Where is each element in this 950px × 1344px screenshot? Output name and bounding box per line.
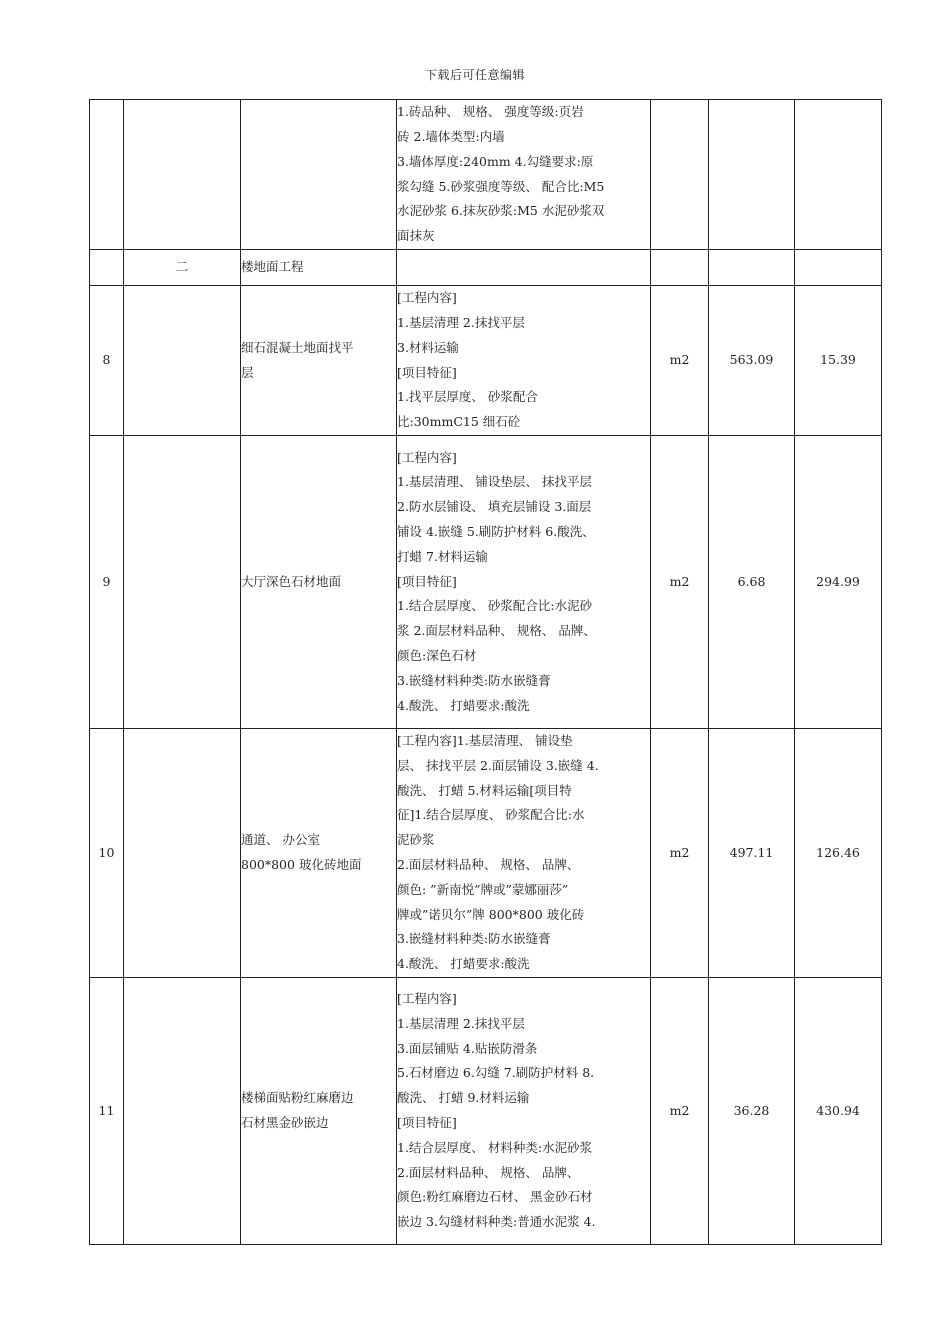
description-line: 2.面层材料品种、 规格、 品牌、 [397, 856, 580, 872]
unit-price-cell: 15.39 [795, 286, 882, 436]
quantity-cell: 563.09 [709, 286, 795, 436]
description-line: 比:30mmC15 细石砼 [397, 414, 521, 430]
item-name-line: 楼地面工程 [241, 259, 304, 275]
table-row [90, 100, 882, 250]
description-line: 1.结合层厚度、 材料种类:水泥砂浆 [397, 1139, 593, 1155]
description-line: [项目特征] [397, 1114, 457, 1130]
unit-price-cell: 126.46 [795, 729, 882, 978]
description-line: 层、 抹找平层 2.面层铺设 3.嵌缝 4. [397, 757, 599, 773]
item-description-cell [397, 436, 651, 729]
unit-cell: m2 [651, 436, 709, 729]
item-name-line: 通道、 办公室 [241, 832, 320, 848]
unit-price-cell: 294.99 [795, 436, 882, 729]
item-name-cell [241, 977, 397, 1244]
item-name-cell [241, 729, 397, 978]
item-name-line: 楼梯面贴粉红麻磨边 [241, 1090, 354, 1106]
description-line: 酸洗、 打蜡 5.材料运输[项目特 [397, 782, 572, 798]
unit-cell [651, 100, 709, 250]
item-description-cell [397, 100, 651, 250]
item-number-cell: 9 [90, 436, 124, 729]
description-line: 3.墙体厚度:240mm 4.勾缝要求:原 [397, 153, 594, 169]
description-line: 4.酸洗、 打蜡要求:酸洗 [397, 697, 530, 713]
item-number-cell [90, 100, 124, 250]
item-number-cell [90, 250, 124, 286]
page-header: 下载后可任意编辑 [424, 68, 525, 82]
item-name-cell [241, 286, 397, 436]
item-number-cell: 11 [90, 977, 124, 1244]
description-line: 颜色: ”新南悦”牌或”蒙娜丽莎” [397, 881, 569, 897]
item-name-cell [241, 250, 397, 286]
description-line: 泥砂浆 [397, 832, 435, 848]
description-line: 2.防水层铺设、 填充层铺设 3.面层 [397, 499, 592, 515]
description-line: 2.面层材料品种、 规格、 品牌、 [397, 1164, 580, 1180]
description-line: 水泥砂浆 6.抹灰砂浆:M5 水泥砂浆双 [397, 203, 605, 219]
quantity-cell [709, 100, 795, 250]
unit-price-cell: 430.94 [795, 977, 882, 1244]
description-line: 面抹灰 [397, 228, 435, 244]
description-line: [工程内容] [397, 449, 457, 465]
description-line: 3.面层铺贴 4.贴嵌防滑条 [397, 1040, 538, 1056]
description-line: 酸洗、 打蜡 9.材料运输 [397, 1090, 530, 1106]
item-description-cell [397, 250, 651, 286]
description-line: [项目特征] [397, 573, 457, 589]
section-cell [124, 436, 241, 729]
item-description-cell [397, 286, 651, 436]
description-line: 砖 2.墙体类型:内墙 [397, 128, 505, 144]
description-line: 颜色:粉红麻磨边石材、 黑金砂石材 [397, 1189, 593, 1205]
item-name-line: 层 [241, 364, 254, 380]
unit-price-cell [795, 100, 882, 250]
description-line: 1.基层清理、 铺设垫层、 抹找平层 [397, 474, 592, 490]
item-name-line: 石材黑金砂嵌边 [241, 1114, 329, 1130]
description-line: 嵌边 3.勾缝材料种类:普通水泥浆 4. [397, 1214, 596, 1230]
table-row [90, 286, 882, 436]
quantity-cell: 497.11 [709, 729, 795, 978]
description-line: 3.材料运输 [397, 339, 459, 355]
description-line: 4.酸洗、 打蜡要求:酸洗 [397, 956, 530, 972]
description-line: 1.找平层厚度、 砂浆配合 [397, 389, 538, 405]
quantity-cell [709, 250, 795, 286]
unit-cell: m2 [651, 286, 709, 436]
description-line: [工程内容] [397, 990, 457, 1006]
unit-cell: m2 [651, 977, 709, 1244]
description-line: 3.嵌缝材料种类:防水嵌缝膏 [397, 672, 551, 688]
item-description-cell [397, 729, 651, 978]
item-name-line: 800*800 玻化砖地面 [241, 856, 362, 872]
table-row [90, 436, 882, 729]
description-line: 打蜡 7.材料运输 [397, 548, 488, 564]
unit-cell: m2 [651, 729, 709, 978]
description-line: 颜色:深色石材 [397, 647, 477, 663]
description-line: [工程内容]1.基层清理、 铺设垫 [397, 733, 573, 748]
description-line: 征]1.结合层厚度、 砂浆配合比:水 [397, 807, 585, 823]
description-line: [工程内容] [397, 290, 457, 306]
description-line: 1.结合层厚度、 砂浆配合比:水泥砂 [397, 598, 593, 614]
item-name-cell [241, 100, 397, 250]
description-line: 浆 2.面层材料品种、 规格、 品牌、 [397, 623, 596, 639]
description-line: 3.嵌缝材料种类:防水嵌缝膏 [397, 931, 551, 947]
table-row [90, 977, 882, 1244]
section-cell [124, 286, 241, 436]
unit-price-cell [795, 250, 882, 286]
description-line: 铺设 4.嵌缝 5.刷防护材料 6.酸洗、 [397, 524, 595, 539]
description-line: 牌或”诺贝尔”牌 800*800 玻化砖 [397, 906, 585, 922]
quantity-cell: 6.68 [709, 436, 795, 729]
item-name-cell [241, 436, 397, 729]
table-row [90, 250, 882, 286]
table-row [90, 729, 882, 978]
section-cell [124, 977, 241, 1244]
description-line: 1.基层清理 2.抹找平层 [397, 1015, 525, 1031]
description-line: 浆勾缝 5.砂浆强度等级、 配合比:M5 [397, 178, 605, 194]
description-line: 5.石材磨边 6.勾缝 7.刷防护材料 8. [397, 1065, 595, 1081]
description-line: 1.砖品种、 规格、 强度等级:页岩 [397, 104, 584, 120]
item-number-cell: 8 [90, 286, 124, 436]
item-name-line: 大厅深色石材地面 [241, 573, 342, 589]
item-number-cell: 10 [90, 729, 124, 978]
unit-cell [651, 250, 709, 286]
item-description-cell [397, 977, 651, 1244]
section-cell: 二 [124, 250, 241, 286]
item-name-line: 细石混凝土地面找平 [241, 339, 354, 355]
section-cell [124, 729, 241, 978]
description-line: 1.基层清理 2.抹找平层 [397, 314, 525, 330]
quantity-cell: 36.28 [709, 977, 795, 1244]
bill-of-quantities-table [89, 99, 882, 1245]
description-line: [项目特征] [397, 364, 457, 380]
section-cell [124, 100, 241, 250]
